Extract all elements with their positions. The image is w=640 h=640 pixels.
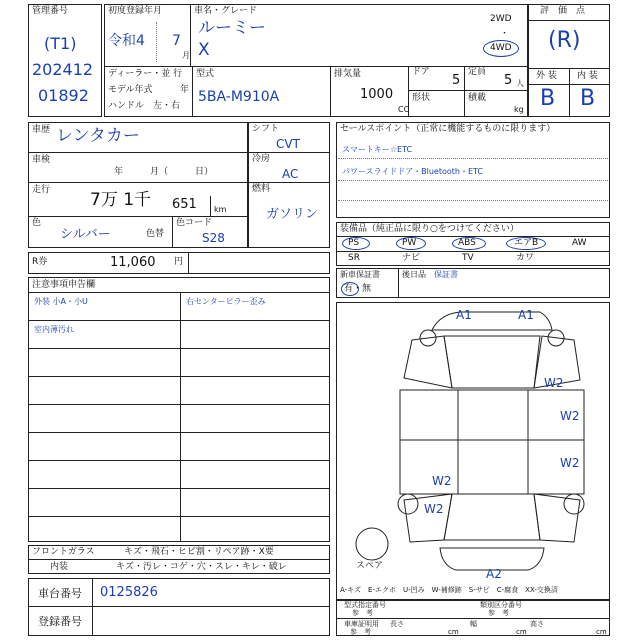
- month: 7: [172, 33, 181, 49]
- equip-airbag: エアB: [514, 238, 539, 248]
- door-label: ドア: [412, 67, 430, 77]
- drive-2wd: 2WD: [490, 14, 512, 24]
- type-value: 5BA-M910A: [198, 89, 280, 105]
- notes-label: 注意事項申告欄: [32, 280, 96, 290]
- cert-label: 車庫証明用: [344, 620, 379, 628]
- notes-left1: 外装 小A・小U: [34, 297, 88, 306]
- color-code-label: 色コード: [176, 218, 213, 228]
- shaken-label: 車検: [32, 155, 51, 165]
- mark-w2-left-rear: W2: [432, 474, 452, 488]
- grade: X: [198, 40, 210, 60]
- cap-value: 5: [504, 73, 513, 88]
- disp-label: 排気量: [334, 69, 362, 79]
- shaken-text: 年 月（ 日）: [114, 167, 214, 177]
- mileage-unit: km: [214, 205, 227, 214]
- body-value: レンタカー: [56, 126, 140, 146]
- ac-label: 冷房: [252, 154, 271, 164]
- equip-ps: PS: [348, 238, 360, 248]
- equip-pw: PW: [402, 238, 417, 248]
- month-unit: 月: [182, 51, 190, 60]
- mgmt-label: 管理番号: [32, 6, 69, 16]
- sales-line2: パワースライドドア・Bluetooth・ETC: [342, 167, 484, 176]
- mark-a2-rear: A2: [486, 567, 502, 581]
- car-name: ルーミー: [198, 18, 266, 38]
- shape-label: 形状: [412, 93, 431, 103]
- ac-value: AC: [282, 167, 299, 181]
- notes-left2: 室内薄汚れ: [34, 325, 74, 334]
- notes-right1: 右センターピラー歪み: [186, 297, 266, 306]
- equip-tv: TV: [462, 253, 474, 263]
- mark-w2-left-quarter: W2: [424, 502, 444, 516]
- first-reg-label: 初度登録年月: [108, 6, 163, 16]
- equip-sr: SR: [348, 253, 360, 263]
- mark-w2-pillar: W2: [544, 376, 564, 390]
- damage-legend: A-キズ E-エクボ U-凹み W-補修跡 S-サビ C-腐食 XX-交換済: [340, 586, 558, 594]
- eval-label: 評 価 点: [540, 6, 586, 16]
- length-unit: cm: [448, 628, 459, 636]
- color-value: シルバー: [60, 227, 111, 242]
- warranty-new-value: 有・無: [344, 284, 372, 294]
- load-unit: kg: [514, 105, 524, 114]
- body-label: 車歴: [32, 125, 51, 135]
- mgmt-t: (T1): [44, 34, 77, 53]
- recycle-label: R券: [32, 257, 48, 267]
- type-designation: 型式指定番号: [344, 601, 386, 609]
- equip-navi: ナビ: [402, 253, 421, 263]
- drive-dot: ・: [500, 29, 510, 39]
- length-label: 長さ: [390, 620, 404, 628]
- equip-label: 装備品（純正品に限り○をつけてください）: [340, 224, 519, 234]
- sales-line1: スマートキー☆ETC: [342, 145, 413, 154]
- cap-unit: 人: [516, 79, 524, 88]
- warranty-after-label: 後日品: [402, 270, 426, 279]
- mgmt-num2: 01892: [38, 86, 89, 105]
- width-unit: cm: [516, 628, 527, 636]
- disp-unit: CC: [398, 105, 410, 114]
- recycle-unit: 円: [174, 257, 184, 267]
- color-label: 色: [32, 218, 42, 228]
- equip-leather: カワ: [516, 253, 535, 263]
- fuel-value: ガソリン: [266, 207, 319, 222]
- front-glass-value: キズ・飛石・ヒビ割・リペア跡・X要: [124, 547, 274, 557]
- chassis-label: 車台番号: [38, 587, 82, 600]
- name-grade-label: 車名・グレード: [194, 6, 258, 16]
- same-color-label: 色替: [146, 229, 165, 239]
- int-label: 内 装: [577, 71, 598, 81]
- reg-label: 登録番号: [38, 615, 82, 628]
- front-glass-label: フロントガラス: [32, 547, 95, 557]
- mileage-small: 651: [172, 197, 197, 212]
- category-number: 類別区分番号: [480, 601, 522, 609]
- int-grade: B: [580, 86, 596, 111]
- shift-value: CVT: [276, 137, 300, 151]
- mileage-value: 7万 1千: [90, 190, 152, 210]
- ref2: 参 考: [488, 609, 509, 617]
- interior-value: キズ・汚レ・コゲ・穴・スレ・キレ・破レ: [116, 562, 287, 572]
- ext-grade: B: [540, 86, 556, 111]
- height-unit: cm: [596, 628, 607, 636]
- era: 令和4: [108, 33, 145, 49]
- type-label: 型式: [196, 69, 215, 79]
- load-label: 積載: [468, 93, 487, 103]
- ref3: 参 考: [350, 628, 371, 636]
- height-label: 高さ: [530, 620, 544, 628]
- drive-4wd: 4WD: [490, 43, 512, 53]
- sales-label: セールスポイント（正常に機能するものに限ります）: [340, 124, 556, 134]
- year-unit: 年: [180, 85, 190, 95]
- mark-w2-rear-door: W2: [560, 456, 580, 470]
- door-value: 5: [452, 73, 461, 88]
- mark-w2-front-door: W2: [560, 409, 580, 423]
- chassis-value: 0125826: [100, 585, 158, 600]
- recycle-value: 11,060: [110, 255, 156, 270]
- handle-label: ハンドル 左・右: [108, 101, 181, 111]
- dealer-label: ディーラー・並 行: [108, 69, 183, 79]
- mileage-label: 走行: [32, 185, 51, 195]
- cap-label: 定員: [468, 67, 487, 77]
- model-year-label: モデル年式: [108, 85, 153, 95]
- equip-abs: ABS: [458, 238, 476, 248]
- warranty-new-label: 新車保証書: [340, 270, 380, 279]
- interior-label: 内装: [50, 562, 69, 572]
- width-label: 幅: [470, 620, 477, 628]
- eval-score: (R): [548, 28, 581, 53]
- fuel-label: 燃料: [252, 184, 271, 194]
- shift-label: シフト: [252, 124, 280, 134]
- warranty-after-value: 保証書: [434, 270, 458, 279]
- ext-label: 外 装: [536, 71, 557, 81]
- ref1: 参 考: [352, 609, 373, 617]
- equip-aw: AW: [572, 238, 587, 248]
- mark-a1-left: A1: [456, 308, 472, 322]
- disp-value: 1000: [360, 87, 394, 102]
- spare-label: スペア: [356, 561, 384, 571]
- color-code-value: S28: [202, 231, 225, 245]
- mgmt-num1: 202412: [32, 60, 94, 79]
- mark-a1-right: A1: [518, 308, 534, 322]
